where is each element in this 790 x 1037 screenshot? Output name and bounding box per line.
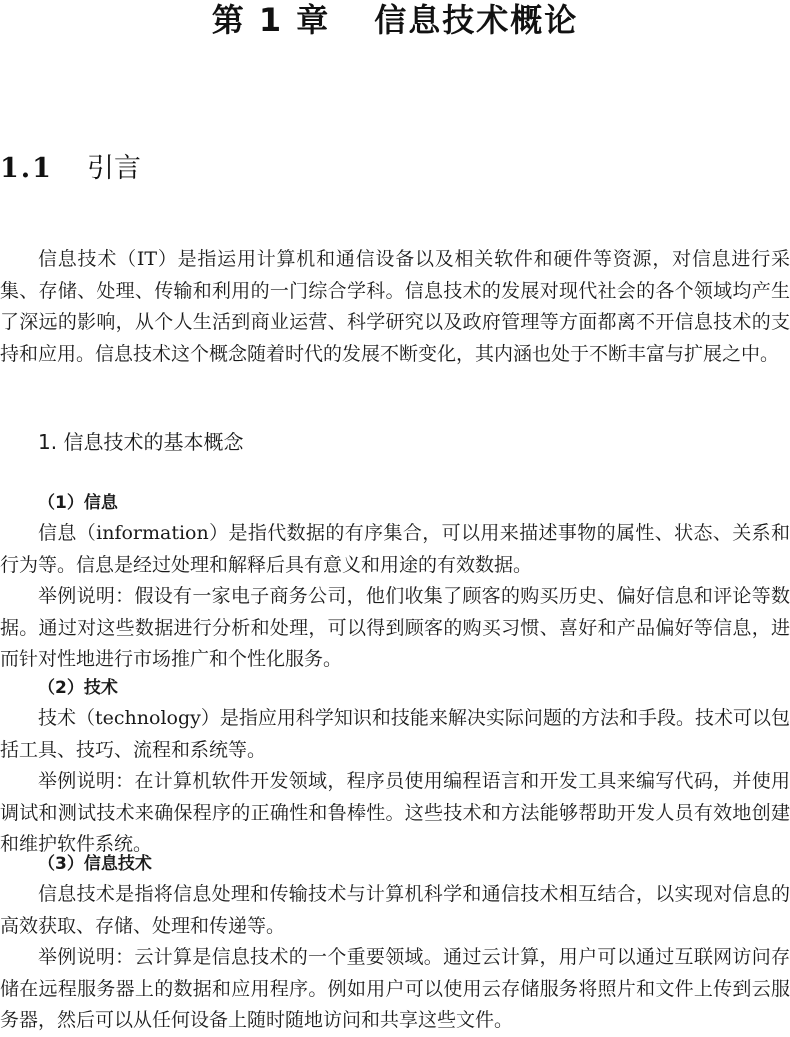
chapter-name: 信息技术概论 [374,1,579,39]
item-heading: （1）信息 [38,493,118,513]
intro-paragraph: 信息技术（IT）是指运用计算机和通信设备以及相关软件和硬件等资源，对信息进行采集、存储、处理、传输和利用的一门综合学科。信息技术的发展对现代社会的各个领域均产生了深远的影响，从个人生活到商业运营、科学研究以及政府管理等方面都离不开信息技术的支持和应用。信息技术这个概念随着时代的发展不断变化，其内涵也处于不断丰富与扩展之中。 [0,248,790,365]
example-paragraph: 举例说明：在计算机软件开发领域，程序员使用编程语言和开发工具来编写代码，并使用调试和测试技术来确保程序的正确性和鲁棒性。这些技术和方法能够帮助开发人员有效地创建和维护软件系统。 [0,770,790,855]
example-paragraph: 举例说明：云计算是信息技术的一个重要领域。通过云计算，用户可以通过互联网访问存储在远程服务器上的数据和应用程序。例如用户可以使用云存储服务将照片和文件上传到云服务器，然后可以从任何设备上随时随地访问和共享这些文件。 [0,946,790,1031]
definition-paragraph: 技术（technology）是指应用科学知识和技能来解决实际问题的方法和手段。技术可以包括工具、技巧、流程和系统等。 [0,707,790,761]
section-name: 引言 [86,153,141,184]
item-heading: （3）信息技术 [38,854,152,874]
definition-paragraph: 信息技术是指将信息处理和传输技术与计算机科学和通信技术相互结合，以实现对信息的高效获取、存储、处理和传递等。 [0,883,790,937]
chapter-title [0,0,790,40]
section-number: 1.1 [0,153,53,184]
item-information [0,490,790,676]
section-heading [0,150,141,188]
item-technology [0,675,790,861]
definition-paragraph: 信息（information）是指代数据的有序集合，可以用来描述事物的属性、状态、关系和行为等。信息是经过处理和解释后具有意义和用途的有效数据。 [0,522,790,576]
chapter-number: 第 1 章 [211,1,331,39]
example-paragraph: 举例说明：假设有一家电子商务公司，他们收集了顾客的购买历史、偏好信息和评论等数据。通过对这些数据进行分析和处理，可以得到顾客的购买习惯、喜好和产品偏好等信息，进而针对性地进行市场推广和个性化服务。 [0,585,790,670]
item-information-technology [0,851,790,1037]
subsection-heading: 1. 信息技术的基本概念 [38,430,244,454]
item-heading: （2）技术 [38,678,118,698]
